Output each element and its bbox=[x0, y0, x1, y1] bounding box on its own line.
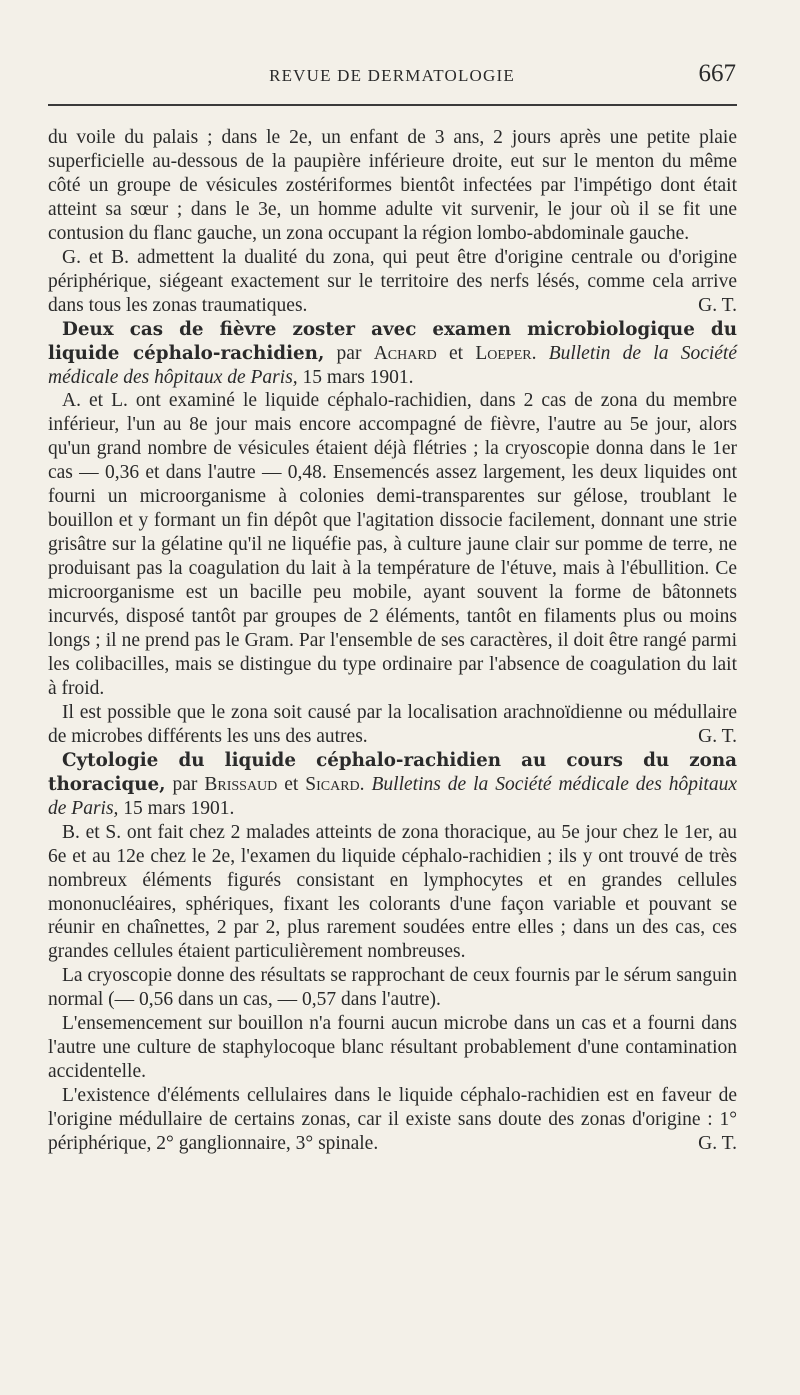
paragraph-text: L'ensemencement sur bouillon n'a fourni aucun microbe dans un cas et a fourni dans l'autre une culture de staphylocoque blanc résultant probablement d'une contamination accidentelle. bbox=[48, 1013, 737, 1083]
paragraph bbox=[48, 1012, 737, 1084]
author-name: Brissaud bbox=[204, 773, 278, 795]
signature: G. T. bbox=[698, 725, 737, 747]
paragraph bbox=[48, 701, 737, 749]
connector-text: et bbox=[277, 773, 306, 795]
author-name: Loeper bbox=[475, 342, 532, 364]
article-heading bbox=[48, 318, 737, 390]
article-heading bbox=[48, 749, 737, 821]
connector-text: . bbox=[531, 342, 549, 364]
author-name: Sicard bbox=[305, 773, 360, 795]
connector-text: par bbox=[165, 773, 205, 795]
paragraph bbox=[48, 126, 737, 246]
author-name: Achard bbox=[373, 342, 437, 364]
paragraph bbox=[48, 246, 737, 318]
paragraph bbox=[48, 1084, 737, 1156]
paragraph-text: L'existence d'éléments cellulaires dans le liquide céphalo-rachidien est en faveur de l'origine médullaire de certains zonas, car il existe sans doute des zonas d'origine : 1° périphérique, 2° ganglionnaire, 3° spinale. bbox=[48, 1085, 737, 1155]
paragraph-text: G. et B. admettent la dualité du zona, qui peut être d'origine centrale ou d'origine périphérique, siégeant exactement sur le territoire des nerfs lésés, comme cela arrive dans tous les zonas traumatiques. bbox=[48, 246, 737, 316]
article-title: Cytologie du liquide céphalo-rachidien au cours du zona thoracique, bbox=[48, 749, 737, 795]
paragraph-text: B. et S. ont fait chez 2 malades atteints de zona thoracique, au 5e jour chez le 1er, au 6e et au 12e chez le 2e, l'examen du liquide céphalo-rachidien ; ils y ont trouvé de très nombreux éléments figurés consistant en lymphocytes et en grandes cellules mononucléaires, sphériques, fixant les colorants d'une façon variable et pouvant se réunir en chaînettes, 2 par 2, plus rarement soudées entre elles ; dans un des cas, ces grandes cellules étaient particulièrement nombreuses. bbox=[48, 821, 737, 963]
paragraph bbox=[48, 821, 737, 965]
page-number: 667 bbox=[698, 60, 736, 87]
article-body bbox=[48, 126, 737, 1156]
page-header bbox=[48, 60, 736, 92]
paragraph-text: du voile du palais ; dans le 2e, un enfant de 3 ans, 2 jours après une petite plaie superficielle au-dessous de la paupière inférieure droite, eut sur le menton du même côté un groupe de vésicules zostériformes bientôt infectées par l'impétigo dont était atteint sa sœur ; dans le 3e, un homme adulte vit survenir, le jour où il se fit une contusion du flanc gauche, un zona occupant la région lombo-abdominale gauche. bbox=[48, 127, 737, 244]
signature: G. T. bbox=[698, 294, 737, 316]
publication-date: 15 mars 1901. bbox=[118, 797, 235, 819]
journal-name: Bulletin de la Société médicale des hôpitaux de Paris, bbox=[48, 342, 737, 388]
signature: G. T. bbox=[698, 1133, 737, 1155]
article-title: Deux cas de fièvre zoster avec examen microbiologique du liquide céphalo-rachidien, bbox=[48, 318, 737, 364]
paragraph-text: La cryoscopie donne des résultats se rapprochant de ceux fournis par le sérum sanguin normal (— 0,56 dans un cas, — 0,57 dans l'autre). bbox=[48, 965, 737, 1011]
connector-text: . bbox=[359, 773, 372, 795]
header-rule bbox=[48, 104, 737, 106]
paragraph-text: A. et L. ont examiné le liquide céphalo-rachidien, dans 2 cas de zona du membre inférieur, l'un au 8e jour mais encore accompagné de fièvre, l'autre au 5e jour, alors qu'un grand nombre de vésicules étaient déjà flétries ; la cryoscopie donna dans le 1er cas — 0,36 et dans l'autre — 0,48. Ensemencés assez largement, les deux liquides ont fourni un microorganisme à colonies demi-transparentes sur gélose, troublant le bouillon et y formant un fin dépôt que l'agitation dissocie facilement, donnant une strie grisâtre sur la gélatine qu'il ne liquéfie pas, à culture jaune clair sur pomme de terre, ne produisant pas la coagulation du lait à la température de l'étuve, mais à l'ébullition. Ce microorganisme est un bacille peu mobile, ayant souvent la forme de bâtonnets incurvés, disposé tantôt par groupes de 2 éléments, tantôt en filaments plus ou moins longs ; il ne prend pas le Gram. Par l'ensemble de ses caractères, il doit être rangé parmi les colibacilles, mais se distingue du type ordinaire par l'absence de coagulation du lait à froid. bbox=[48, 390, 737, 699]
paragraph-text: Il est possible que le zona soit causé par la localisation arachnoïdienne ou médullaire de microbes différents les uns des autres. bbox=[48, 701, 737, 747]
connector-text: et bbox=[436, 342, 476, 364]
journal-name: Bulletins de la Société médicale des hôpitaux de Paris, bbox=[48, 773, 737, 819]
paragraph bbox=[48, 389, 737, 700]
publication-date: 15 mars 1901. bbox=[297, 366, 414, 388]
paragraph bbox=[48, 964, 737, 1012]
connector-text: par bbox=[324, 342, 374, 364]
running-title: REVUE DE DERMATOLOGIE bbox=[269, 66, 515, 85]
